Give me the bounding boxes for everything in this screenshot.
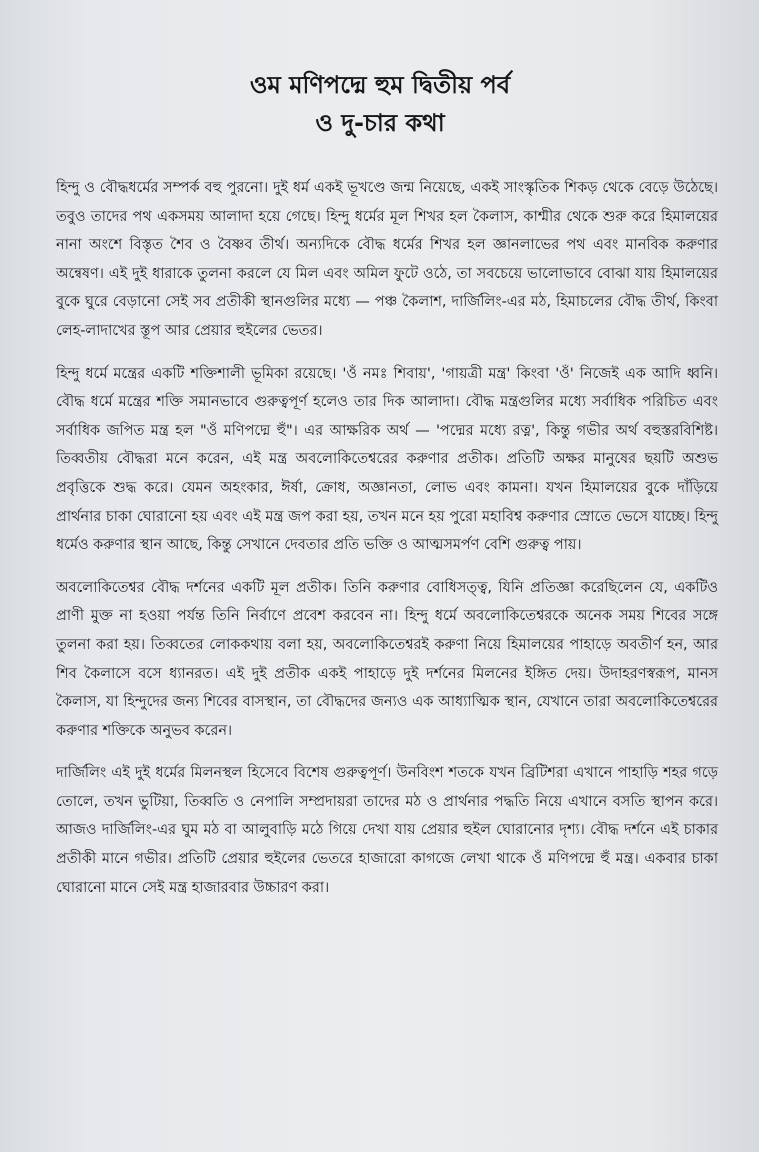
paragraph-3: অবলোকিতেশ্বর বৌদ্ধ দর্শনের একটি মূল প্রতীক। তিনি করুণার বোধিসত্ত্ব, যিনি প্রতিজ্ঞা করেছিলেন যে, একটিও প্রাণী মুক্ত না হওয়া পর্যন্ত তিনি নির্বাণে প্রবেশ করবেন না। হিন্দু ধর্মে অবলোকিতেশ্বরকে অনেক সময় শিবের সঙ্গে তুলনা করা হয়। তিব্বতের লোককথায় বলা হয়, অবলোকিতেশ্বরই করুণা নিয়ে হিমালয়ের পাহাড়ে অবতীর্ণ হন, আর শিব কৈলাসে বসে ধ্যানরত। এই দুই প্রতীক একই পাহাড়ে দুই দর্শনের মিলনের ইঙ্গিত দেয়। উদাহরণস্বরূপ, মানস কৈলাস, যা হিন্দুদের জন্য শিবের বাসস্থান, তা বৌদ্ধদের জন্যও এক আধ্যাত্মিক স্থান, যেখানে তারা অবলোকিতেশ্বরের করুণার শক্তিকে অনুভব করেন। — [56, 578, 718, 739]
chapter-title — [60, 66, 700, 142]
chapter-title-line-2: ও দু-চার কথা — [315, 109, 445, 137]
paragraph-1: হিন্দু ও বৌদ্ধধর্মের সম্পর্ক বহু পুরনো। দুই ধর্ম একই ভূখণ্ডে জন্ম নিয়েছে, একই সাংস্কৃতিক শিকড় থেকে বেড়ে উঠেছে। তবুও তাদের পথ একসময় আলাদা হয়ে গেছে। হিন্দু ধর্মের মূল শিখর হল কৈলাস, কাশ্মীর থেকে শুরু করে হিমালয়ের নানা অংশে বিস্তৃত শৈব ও বৈষ্ণব তীর্থ। অন্যদিকে বৌদ্ধ ধর্মের শিখর হল জ্ঞানলাভের পথ এবং মানবিক করুণার অন্বেষণ। এই দুই ধারাকে তুলনা করলে যে মিল এবং অমিল ফুটে ওঠে, তা সবচেয়ে ভালোভাবে বোঝা যায় হিমালয়ের বুকে ঘুরে বেড়ানো সেই সব প্রতীকী স্থানগুলির মধ্যে — পঞ্চ কৈলাশ, দার্জিলিং-এর মঠ, হিমাচলের বৌদ্ধ তীর্থ, কিংবা লেহ-লাদাখের স্তূপ আর প্রেয়ার হুইলের ভেতর। — [56, 179, 718, 339]
body-text — [56, 174, 718, 916]
paragraph-4: দার্জিলিং এই দুই ধর্মের মিলনস্থল হিসেবে বিশেষ গুরুত্বপূর্ণ। উনবিংশ শতকে যখন ব্রিটিশরা এখানে পাহাড়ি শহর গড়ে তোলে, তখন ভুটিয়া, তিব্বতি ও নেপালি সম্প্রদায়রা তাদের মঠ ও প্রার্থনার পদ্ধতি নিয়ে এখানে বসতি স্থাপন করে। আজও দার্জিলিং-এর ঘুম মঠ বা আলুবাড়ি মঠে গিয়ে দেখা যায় প্রেয়ার হুইল ঘোরানোর দৃশ্য। বৌদ্ধ দর্শনে এই চাকার প্রতীকী মানে গভীর। প্রতিটি প্রেয়ার হুইলের ভেতরে হাজারো কাগজে লেখা থাকে ওঁ মণিপদ্মে হুঁ মন্ত্র। একবার চাকা ঘোরানো মানে সেই মন্ত্র হাজারবার উচ্চারণ করা। — [56, 764, 718, 896]
chapter-title-line-1: ওম মণিপদ্মে হুম দ্বিতীয় পর্ব — [249, 71, 511, 99]
paragraph-2: হিন্দু ধর্মে মন্ত্রের একটি শক্তিশালী ভূমিকা রয়েছে। 'ওঁ নমঃ শিবায়', 'গায়ত্রী মন্ত্র' কিংবা 'ওঁ' নিজেই এক আদি ধ্বনি। বৌদ্ধ ধর্মে মন্ত্রের শক্তি সমানভাবে গুরুত্বপূর্ণ হলেও তার দিক আলাদা। বৌদ্ধ মন্ত্রগুলির মধ্যে সর্বাধিক পরিচিত এবং সর্বাধিক জপিত মন্ত্র হল "ওঁ মণিপদ্মে হুঁ"। এর আক্ষরিক অর্থ — 'পদ্মের মধ্যে রত্ন', কিন্তু গভীর অর্থ বহুস্তরবিশিষ্ট। তিব্বতীয় বৌদ্ধরা মনে করেন, এই মন্ত্র অবলোকিতেশ্বরের করুণার প্রতীক। প্রতিটি অক্ষর মানুষের ছয়টি অশুভ প্রবৃত্তিকে শুদ্ধ করে। যেমন অহংকার, ঈর্ষা, ক্রোধ, অজ্ঞানতা, লোভ এবং কামনা। যখন হিমালয়ের বুকে দাঁড়িয়ে প্রার্থনার চাকা ঘোরানো হয় এবং এই মন্ত্র জপ করা হয়, তখন মনে হয় পুরো মহাবিশ্ব করুণার স্রোতে ভেসে যাচ্ছে। হিন্দু ধর্মেও করুণার স্থান আছে, কিন্তু সেখানে দেবতার প্রতি ভক্তি ও আত্মসমর্পণ বেশি গুরুত্ব পায়। — [56, 364, 718, 554]
